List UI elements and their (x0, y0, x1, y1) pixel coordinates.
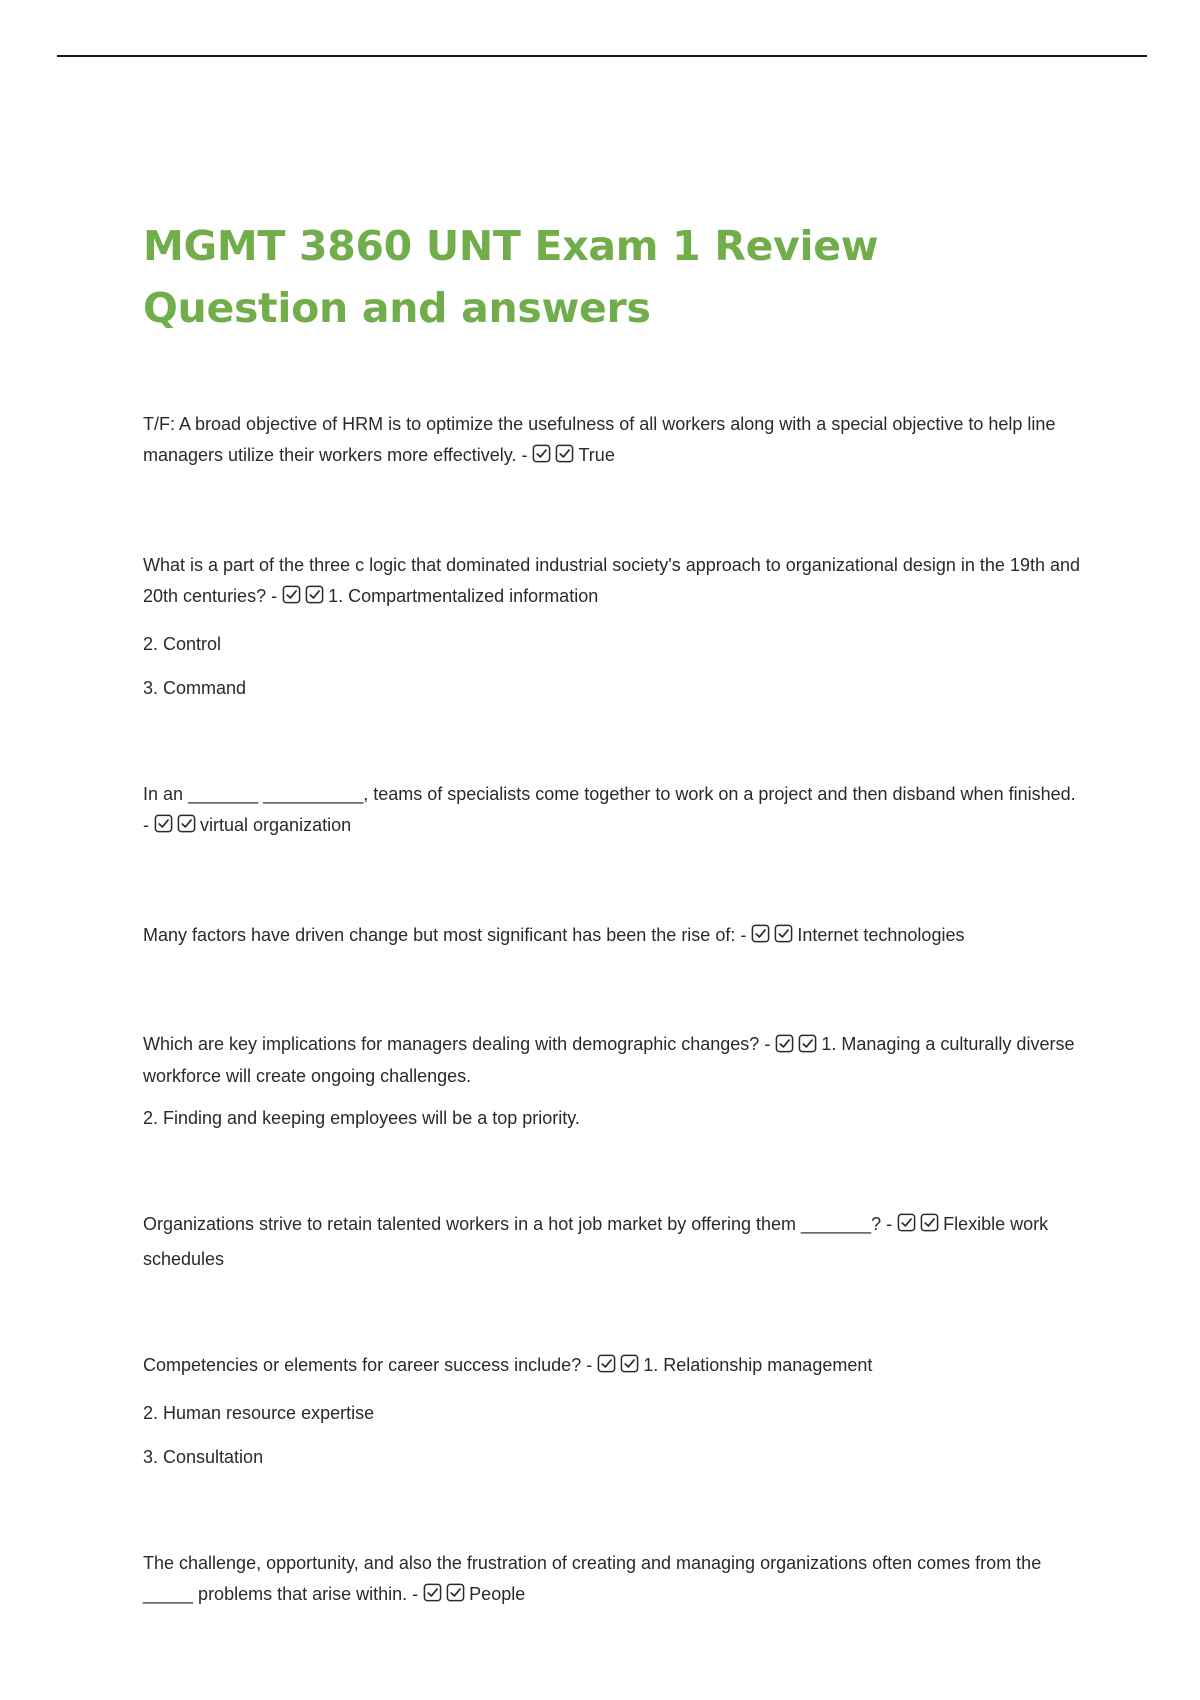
answer-text: True (578, 445, 615, 465)
answer-text: virtual organization (200, 815, 352, 835)
qa-line (143, 1548, 1083, 1614)
document-body (143, 215, 1083, 1689)
checkmarks (154, 814, 200, 845)
answer-text: Internet technologies (797, 925, 965, 945)
qa-item (143, 779, 1083, 845)
qa-line (143, 779, 1083, 845)
qa-item (143, 1030, 1083, 1134)
qa-item (143, 1209, 1083, 1275)
qa-item (143, 1548, 1083, 1614)
checkbox-checked-icon (897, 1213, 916, 1232)
qa-item (143, 1350, 1083, 1473)
answer-text: 1. Managing a culturally diverse workforce will create ongoing challenges. (143, 1034, 1075, 1086)
question-text: What is a part of the three c logic that dominated industrial society's approach to organizational design in the 19th and 20th centuries? - (143, 555, 1081, 606)
checkbox-checked-icon (751, 924, 770, 943)
question-text: In an _______ __________, teams of specialists come together to work on a project and then disband when finished. - (143, 784, 1076, 835)
checkmarks (775, 1034, 821, 1062)
checkbox-checked-icon (920, 1213, 939, 1232)
checkmarks (897, 1213, 943, 1244)
answer-continuation: 3. Consultation (143, 1447, 264, 1467)
checkbox-checked-icon (305, 585, 324, 604)
answer-continuation: 2. Control (143, 634, 222, 654)
answer-text: 1. Compartmentalized information (328, 586, 599, 606)
answer-continuation: 3. Command (143, 678, 247, 698)
checkbox-checked-icon (446, 1583, 465, 1602)
question-text: Competencies or elements for career success include? - (143, 1355, 593, 1375)
answer-text: 1. Relationship management (643, 1355, 873, 1375)
checkbox-checked-icon (555, 444, 574, 463)
checkbox-checked-icon (177, 814, 196, 833)
checkmarks (532, 444, 578, 475)
checkbox-checked-icon (775, 1034, 794, 1053)
question-text: Organizations strive to retain talented workers in a hot job market by offering them _______? - (143, 1214, 893, 1234)
checkmarks (282, 585, 328, 616)
question-text: Which are key implications for managers dealing with demographic changes? - (143, 1034, 771, 1054)
question-text: Many factors have driven change but most significant has been the rise of: - (143, 925, 747, 945)
qa-item (143, 550, 1083, 704)
checkbox-checked-icon (597, 1354, 616, 1373)
checkbox-checked-icon (774, 924, 793, 943)
qa-line (143, 550, 1083, 616)
qa-item (143, 409, 1083, 475)
answer-text: People (469, 1584, 526, 1604)
checkbox-checked-icon (154, 814, 173, 833)
answer-continuation: 2. Finding and keeping employees will be a top priority. (143, 1108, 580, 1128)
question-text: The challenge, opportunity, and also the frustration of creating and managing organizations often comes from the _____ problems that arise within. - (143, 1553, 1042, 1604)
question-text: T/F: A broad objective of HRM is to optimize the usefulness of all workers along with a special objective to help line managers utilize their workers more effectively. - (143, 414, 1056, 465)
qa-line (143, 1350, 1083, 1385)
checkmarks (751, 924, 797, 955)
qa-item (143, 920, 1083, 955)
checkmarks (597, 1354, 643, 1385)
checkbox-checked-icon (620, 1354, 639, 1373)
checkbox-checked-icon (423, 1583, 442, 1602)
answer-text: Flexible work schedules (143, 1214, 1049, 1269)
qa-line (143, 409, 1083, 475)
document-title: MGMT 3860 UNT Exam 1 Review Question and answers (143, 222, 879, 332)
checkmarks (423, 1583, 469, 1614)
qa-line (143, 1030, 1083, 1090)
checkbox-checked-icon (282, 585, 301, 604)
qa-line (143, 1209, 1083, 1275)
answer-continuation: 2. Human resource expertise (143, 1403, 375, 1423)
checkbox-checked-icon (798, 1034, 817, 1053)
header-rule (57, 55, 1147, 57)
qa-line (143, 920, 1083, 955)
checkbox-checked-icon (532, 444, 551, 463)
